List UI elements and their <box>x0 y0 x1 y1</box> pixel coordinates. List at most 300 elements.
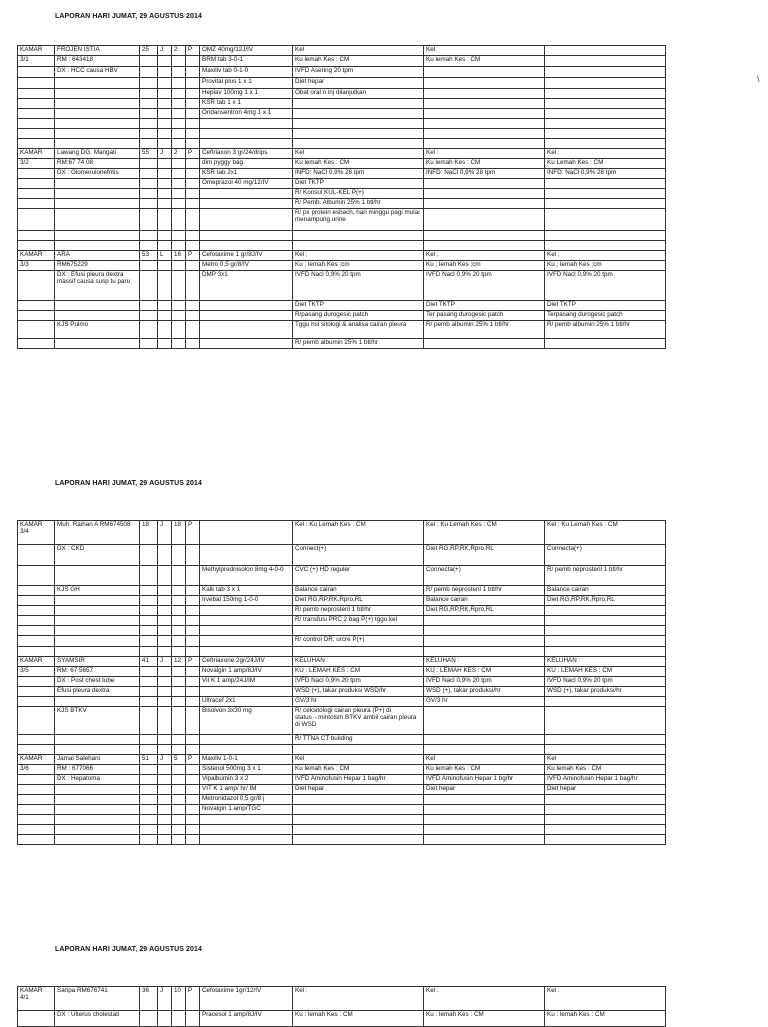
age-cell <box>140 677 158 687</box>
room-cell <box>18 677 55 687</box>
age-cell <box>140 119 158 129</box>
day1-note-cell: Ku : lemah Kes : CM <box>293 1011 424 1027</box>
day-cell <box>172 231 186 241</box>
day2-note-cell: Diet hepar <box>424 785 545 795</box>
day-cell <box>172 586 186 596</box>
table-row <box>18 189 666 199</box>
day3-note-cell <box>545 119 666 129</box>
day1-note-cell: IVFD Asering 20 tpm <box>293 67 424 78</box>
day1-note-cell: Diet TKTP <box>293 301 424 311</box>
patient-table <box>17 45 666 349</box>
payer-cell <box>186 687 200 697</box>
room-cell <box>18 169 55 179</box>
day3-note-cell <box>545 241 666 251</box>
payer-cell <box>186 78 200 89</box>
payer-cell <box>186 67 200 78</box>
patient-cell <box>55 745 140 755</box>
payer-cell <box>186 815 200 825</box>
room-cell <box>18 606 55 616</box>
day3-note-cell <box>545 626 666 636</box>
age-cell <box>140 209 158 231</box>
day3-note-cell: Kel : <box>545 987 666 1011</box>
table-row <box>18 89 666 99</box>
age-cell <box>140 626 158 636</box>
patient-table <box>17 986 666 1027</box>
day3-note-cell: Ku ; lemah Kes ;cm <box>545 261 666 271</box>
room-cell: 3/2 <box>18 159 55 169</box>
day2-note-cell: WSD (+), takar produksi/hr <box>424 687 545 697</box>
age-cell <box>140 241 158 251</box>
day2-note-cell: R/ pemb neprosteril 1 btl/hr <box>424 586 545 596</box>
day-cell <box>172 765 186 775</box>
day1-note-cell: R/ pemb neprosteril 1 btl/hr <box>293 606 424 616</box>
room-cell <box>18 271 55 301</box>
day-cell: 12 <box>172 657 186 667</box>
age-cell: 51 <box>140 755 158 765</box>
patient-cell <box>55 209 140 231</box>
table-row <box>18 119 666 129</box>
payer-cell <box>186 339 200 349</box>
sex-cell <box>158 271 172 301</box>
room-cell <box>18 566 55 586</box>
payer-cell: P <box>186 521 200 545</box>
medication-cell <box>200 636 293 647</box>
day-cell <box>172 339 186 349</box>
table-row <box>18 616 666 626</box>
table-row <box>18 657 666 667</box>
medication-cell <box>200 301 293 311</box>
patient-cell <box>55 339 140 349</box>
patient-cell: RM:67 74 08 <box>55 159 140 169</box>
sex-cell <box>158 179 172 189</box>
medication-cell <box>200 687 293 697</box>
room-cell: 3/5 <box>18 667 55 677</box>
age-cell <box>140 321 158 339</box>
day-cell <box>172 67 186 78</box>
medication-cell: Provital plus 1 x 1 <box>200 78 293 89</box>
patient-cell <box>55 626 140 636</box>
patient-cell: KJS GH <box>55 586 140 596</box>
table-row <box>18 56 666 67</box>
payer-cell <box>186 707 200 735</box>
day3-note-cell <box>545 139 666 149</box>
medication-cell: Pracesol 1 amp/8J/IV <box>200 1011 293 1027</box>
day1-note-cell: Connect(+) <box>293 545 424 566</box>
day-cell <box>172 566 186 586</box>
stray-mark: \ <box>757 74 760 84</box>
age-cell <box>140 687 158 697</box>
day2-note-cell <box>424 707 545 735</box>
table-row <box>18 67 666 78</box>
day3-note-cell <box>545 231 666 241</box>
payer-cell <box>186 1011 200 1027</box>
patient-cell <box>55 99 140 109</box>
payer-cell <box>186 626 200 636</box>
age-cell <box>140 616 158 626</box>
room-cell <box>18 179 55 189</box>
medication-cell: Sistenol 500mg 3 x 1 <box>200 765 293 775</box>
day-cell <box>172 321 186 339</box>
day3-note-cell <box>545 735 666 745</box>
room-cell <box>18 321 55 339</box>
age-cell <box>140 636 158 647</box>
room-cell: KAMAR <box>18 251 55 261</box>
room-cell <box>18 545 55 566</box>
sex-cell: J <box>158 149 172 159</box>
day1-note-cell: Ku lemah Kes : CM <box>293 159 424 169</box>
patient-cell: Saripa RM676741 <box>55 987 140 1011</box>
sex-cell <box>158 815 172 825</box>
payer-cell: P <box>186 755 200 765</box>
table-row <box>18 815 666 825</box>
payer-cell: P <box>186 149 200 159</box>
day-cell <box>172 179 186 189</box>
day1-note-cell: R/pasang durogesic patch <box>293 311 424 321</box>
patient-cell <box>55 606 140 616</box>
medication-cell: Heplav 100mg 1 x 1 <box>200 89 293 99</box>
age-cell <box>140 339 158 349</box>
table-row <box>18 596 666 606</box>
payer-cell <box>186 586 200 596</box>
room-cell <box>18 626 55 636</box>
age-cell <box>140 159 158 169</box>
day-cell <box>172 616 186 626</box>
age-cell <box>140 1011 158 1027</box>
sex-cell <box>158 89 172 99</box>
day3-note-cell <box>545 339 666 349</box>
day3-note-cell: Kel ; <box>545 251 666 261</box>
day2-note-cell: Kel ; <box>424 251 545 261</box>
patient-cell <box>55 795 140 805</box>
medication-cell: Omeprazol 40 mg/12/IV <box>200 179 293 189</box>
payer-cell <box>186 109 200 119</box>
day1-note-cell: Kel <box>293 46 424 56</box>
day3-note-cell <box>545 697 666 707</box>
sex-cell <box>158 139 172 149</box>
day2-note-cell <box>424 825 545 835</box>
payer-cell <box>186 99 200 109</box>
room-cell <box>18 697 55 707</box>
room-cell: KAMAR 3/4 <box>18 521 55 545</box>
day2-note-cell <box>424 636 545 647</box>
room-cell <box>18 78 55 89</box>
patient-cell: RM675229 <box>55 261 140 271</box>
sex-cell <box>158 735 172 745</box>
room-cell: KAMAR 4/1 <box>18 987 55 1011</box>
day3-note-cell: Balance cairan <box>545 586 666 596</box>
day-cell <box>172 78 186 89</box>
age-cell: 36 <box>140 987 158 1011</box>
day1-note-cell <box>293 109 424 119</box>
room-cell <box>18 1011 55 1027</box>
table-row <box>18 231 666 241</box>
day2-note-cell: Ku lemah Kes : CM <box>424 56 545 67</box>
age-cell <box>140 89 158 99</box>
payer-cell <box>186 56 200 67</box>
sex-cell: J <box>158 987 172 1011</box>
age-cell <box>140 99 158 109</box>
table-row <box>18 677 666 687</box>
day-cell <box>172 835 186 845</box>
day2-note-cell: KU : LEMAH KES : CM <box>424 667 545 677</box>
table-row <box>18 99 666 109</box>
day3-note-cell <box>545 707 666 735</box>
day1-note-cell: R/ Pemb. Albumin 25% 1 btl/hr <box>293 199 424 209</box>
day-cell: 5 <box>172 755 186 765</box>
day-cell: 18 <box>172 521 186 545</box>
age-cell <box>140 271 158 301</box>
day3-note-cell <box>545 99 666 109</box>
day2-note-cell <box>424 139 545 149</box>
day2-note-cell <box>424 795 545 805</box>
room-cell <box>18 109 55 119</box>
payer-cell <box>186 119 200 129</box>
day3-note-cell: IVFD Aminofusin Hepar 1 bag/hr <box>545 775 666 785</box>
table-row <box>18 636 666 647</box>
day3-note-cell <box>545 835 666 845</box>
room-cell <box>18 586 55 596</box>
day2-note-cell: Connecta(+) <box>424 566 545 586</box>
patient-cell: DX : Glomerulonefritis <box>55 169 140 179</box>
payer-cell <box>186 199 200 209</box>
day-cell <box>172 56 186 67</box>
age-cell <box>140 179 158 189</box>
day1-note-cell: IVFD Nacl 0,9% 20 tpm <box>293 271 424 301</box>
patient-cell <box>55 311 140 321</box>
table-row <box>18 129 666 139</box>
report-title-2: LAPORAN HARI JUMAT, 29 AGUSTUS 2014 <box>55 480 203 487</box>
age-cell <box>140 606 158 616</box>
sex-cell <box>158 677 172 687</box>
day2-note-cell <box>424 647 545 657</box>
day3-note-cell: IVFD Nacl 0,9% 20 tpm <box>545 677 666 687</box>
sex-cell: J <box>158 521 172 545</box>
age-cell <box>140 545 158 566</box>
sex-cell <box>158 99 172 109</box>
medication-cell: Maxiliv 1-0-1 <box>200 755 293 765</box>
patient-cell <box>55 815 140 825</box>
day-cell <box>172 785 186 795</box>
payer-cell <box>186 271 200 301</box>
payer-cell <box>186 545 200 566</box>
day3-note-cell: Ku : lemah Kes : CM <box>545 1011 666 1027</box>
sex-cell <box>158 261 172 271</box>
day3-note-cell: Diet RG,RP,RK,Rpro,RL <box>545 596 666 606</box>
day3-note-cell: Diet TKTP <box>545 301 666 311</box>
medication-cell: BRM tab 3-0-1 <box>200 56 293 67</box>
sex-cell <box>158 56 172 67</box>
day-cell <box>172 169 186 179</box>
patient-cell: Jamal Salehani <box>55 755 140 765</box>
day-cell <box>172 667 186 677</box>
day3-note-cell <box>545 189 666 199</box>
table-row <box>18 46 666 56</box>
patient-cell: DX : CKD <box>55 545 140 566</box>
table-row <box>18 311 666 321</box>
table-row <box>18 566 666 586</box>
report-title: LAPORAN HARI JUMAT, 29 AGUSTUS 2014 <box>55 13 203 20</box>
day2-note-cell <box>424 835 545 845</box>
day3-note-cell <box>545 89 666 99</box>
medication-cell: Vipalbumin 3 x 2 <box>200 775 293 785</box>
patient-cell <box>55 231 140 241</box>
day-cell <box>172 209 186 231</box>
medication-cell <box>200 189 293 199</box>
day-cell: 2 <box>172 46 186 56</box>
table-row <box>18 301 666 311</box>
patient-cell: SYAMSIR <box>55 657 140 667</box>
room-cell <box>18 339 55 349</box>
day3-note-cell: WSD (+), takar produksi/hr <box>545 687 666 697</box>
day1-note-cell: Kel : Ku Lemah Kes : CM <box>293 521 424 545</box>
patient-cell: DX : Hepatoma <box>55 775 140 785</box>
day-cell: 2 <box>172 149 186 159</box>
table-row <box>18 169 666 179</box>
day1-note-cell <box>293 805 424 815</box>
day3-note-cell: R/ pemb neprosteril 1 btl/hr <box>545 566 666 586</box>
day1-note-cell: Ku ; lemah Kes ;cm <box>293 261 424 271</box>
age-cell <box>140 735 158 745</box>
medication-cell: Methylprednisolon 8mg 4-0-0 <box>200 566 293 586</box>
day1-note-cell <box>293 825 424 835</box>
medication-cell: Metro 0,5 gr/8/IV <box>200 261 293 271</box>
table-row <box>18 251 666 261</box>
day-cell <box>172 119 186 129</box>
day-cell <box>172 129 186 139</box>
day2-note-cell: R/ pemb albumin 25% 1 btl/hr <box>424 321 545 339</box>
sex-cell <box>158 765 172 775</box>
room-cell <box>18 67 55 78</box>
medication-cell: Ceftriaxon 3 gr/24/drips <box>200 149 293 159</box>
day1-note-cell: Kel : <box>293 987 424 1011</box>
medication-cell: KSR tab 2x1 <box>200 169 293 179</box>
patient-cell: DX : HCC causa HBV <box>55 67 140 78</box>
age-cell <box>140 596 158 606</box>
medication-cell <box>200 835 293 845</box>
room-cell <box>18 241 55 251</box>
day3-note-cell <box>545 179 666 189</box>
age-cell <box>140 67 158 78</box>
payer-cell: P <box>186 657 200 667</box>
payer-cell <box>186 636 200 647</box>
payer-cell <box>186 596 200 606</box>
sex-cell <box>158 209 172 231</box>
room-cell: KAMAR <box>18 755 55 765</box>
day1-note-cell <box>293 241 424 251</box>
patient-cell <box>55 596 140 606</box>
medication-cell: Maxiliv tab 0-1-0 <box>200 67 293 78</box>
sex-cell <box>158 825 172 835</box>
table-row <box>18 667 666 677</box>
day1-note-cell <box>293 815 424 825</box>
day3-note-cell <box>545 606 666 616</box>
payer-cell <box>186 667 200 677</box>
day-cell <box>172 697 186 707</box>
day-cell <box>172 647 186 657</box>
patient-cell: Muh. Raihan A RM674508 <box>55 521 140 545</box>
payer-cell <box>186 241 200 251</box>
day2-note-cell: Kel : <box>424 987 545 1011</box>
patient-cell: RM : 677066 <box>55 765 140 775</box>
patient-cell <box>55 129 140 139</box>
table-row <box>18 199 666 209</box>
medication-cell <box>200 311 293 321</box>
medication-cell: Ondansentron 4mg 1 x 1 <box>200 109 293 119</box>
day-cell <box>172 636 186 647</box>
day1-note-cell: R/ TTNA CT building <box>293 735 424 745</box>
room-cell: KAMAR <box>18 657 55 667</box>
day3-note-cell <box>545 109 666 119</box>
age-cell <box>140 261 158 271</box>
day2-note-cell <box>424 805 545 815</box>
day2-note-cell: Kel : Ku Lemah Kes : CM <box>424 521 545 545</box>
age-cell <box>140 795 158 805</box>
day-cell <box>172 805 186 815</box>
sex-cell <box>158 745 172 755</box>
day-cell <box>172 99 186 109</box>
day1-note-cell <box>293 835 424 845</box>
room-cell <box>18 301 55 311</box>
age-cell: 41 <box>140 657 158 667</box>
day3-note-cell: KU : LEMAH KES : CM <box>545 667 666 677</box>
sex-cell <box>158 339 172 349</box>
medication-cell <box>200 119 293 129</box>
day1-note-cell: WSD (+), takar produksi WSD/hr <box>293 687 424 697</box>
day1-note-cell: Diet RG,RP,RK,Rpro,RL <box>293 596 424 606</box>
sex-cell <box>158 805 172 815</box>
room-cell <box>18 596 55 606</box>
table-row <box>18 735 666 745</box>
payer-cell <box>186 231 200 241</box>
medication-cell <box>200 521 293 545</box>
age-cell <box>140 301 158 311</box>
day2-note-cell: IVFD Nacl 0,9% 20 tpm <box>424 271 545 301</box>
day-cell <box>172 815 186 825</box>
patient-cell <box>55 89 140 99</box>
patient-cell: Efusi pleura dextra <box>55 687 140 697</box>
payer-cell <box>186 261 200 271</box>
day3-note-cell <box>545 129 666 139</box>
patient-cell <box>55 566 140 586</box>
sex-cell <box>158 596 172 606</box>
age-cell <box>140 775 158 785</box>
sex-cell: J <box>158 46 172 56</box>
day-cell <box>172 687 186 697</box>
day1-note-cell <box>293 795 424 805</box>
patient-cell <box>55 805 140 815</box>
payer-cell <box>186 805 200 815</box>
table-row <box>18 149 666 159</box>
sex-cell <box>158 707 172 735</box>
payer-cell <box>186 321 200 339</box>
payer-cell <box>186 616 200 626</box>
payer-cell <box>186 785 200 795</box>
table-row <box>18 765 666 775</box>
patient-cell: DX : Ulterus cholestati <box>55 1011 140 1027</box>
day2-note-cell <box>424 199 545 209</box>
day1-note-cell <box>293 231 424 241</box>
sex-cell <box>158 321 172 339</box>
payer-cell: P <box>186 46 200 56</box>
day2-note-cell <box>424 119 545 129</box>
table-row <box>18 805 666 815</box>
medication-cell <box>200 339 293 349</box>
day-cell <box>172 795 186 805</box>
medication-cell: KSR tab 1 x 1 <box>200 99 293 109</box>
day3-note-cell: INFD: NaCl 0,9% 28 tpm <box>545 169 666 179</box>
payer-cell <box>186 169 200 179</box>
day2-note-cell: Diet RG,RP,RK,Rpro,RL <box>424 545 545 566</box>
